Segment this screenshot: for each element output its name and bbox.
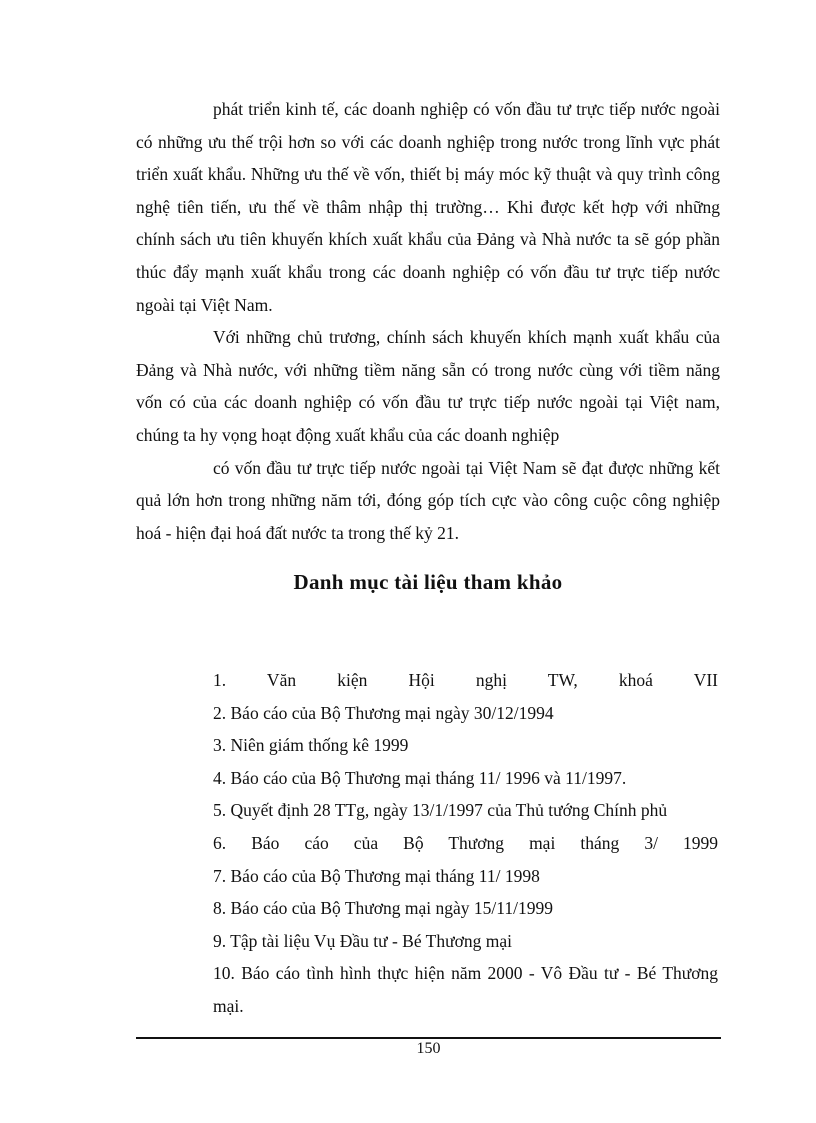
references-title: Danh mục tài liệu tham khảo [293, 570, 563, 594]
reference-item: 1. Văn kiện Hội nghị TW, khoá VII [213, 670, 718, 690]
reference-item: 5. Quyết định 28 TTg, ngày 13/1/1997 của Thủ tướng Chính phủ [213, 800, 668, 821]
paragraph-2: Với những chủ trương, chính sách khuyến khích mạnh xuất khẩu của Đảng và Nhà nước, với những tiềm năng sẵn có trong nước cùng với tiềm năng vốn có của các doanh nghiệp có vốn đầu tư trực tiếp nước ngoài tại Việt nam, chúng ta hy vọng hoạt động xuất khẩu của các doanh nghiệp [136, 327, 720, 445]
reference-item: 8. Báo cáo của Bộ Thương mại ngày 15/11/1999 [213, 898, 554, 919]
footer-rule [136, 1037, 721, 1039]
body-text [136, 93, 720, 549]
reference-item: 10. Báo cáo tình hình thực hiện năm 2000 - Vô Đầu tư - Bé Thương mại. [213, 963, 718, 1016]
reference-item: 3. Niên giám thống kê 1999 [213, 735, 409, 756]
reference-item: 9. Tập tài liệu Vụ Đầu tư - Bé Thương mại [213, 930, 512, 951]
page-number: 150 [416, 1040, 441, 1057]
reference-item: 6. Báo cáo của Bộ Thương mại tháng 3/ 1999 [213, 832, 718, 853]
references-list [213, 664, 718, 1023]
paragraph-1: phát triển kinh tế, các doanh nghiệp có vốn đầu tư trực tiếp nước ngoài có những ưu thế trội hơn so với các doanh nghiệp trong nước trong lĩnh vực phát triển xuất khẩu. Những ưu thế về vốn, thiết bị máy móc kỹ thuật và quy trình công nghệ tiên tiến, ưu thế về thâm nhập thị trường… Khi được kết hợp với những chính sách ưu tiên khuyến khích xuất khẩu của Đảng và Nhà nước ta sẽ góp phần thúc đẩy mạnh xuất khẩu trong các doanh nghiệp có vốn đầu tư trực tiếp nước ngoài tại Việt Nam. [136, 99, 720, 315]
paragraph-3: có vốn đầu tư trực tiếp nước ngoài tại Việt Nam sẽ đạt được những kết quả lớn hơn trong những năm tới, đóng góp tích cực vào công cuộc công nghiệp hoá - hiện đại hoá đất nước ta trong thế kỷ 21. [136, 457, 720, 543]
reference-item: 7. Báo cáo của Bộ Thương mại tháng 11/ 1998 [213, 865, 540, 886]
reference-item: 2. Báo cáo của Bộ Thương mại ngày 30/12/1994 [213, 702, 554, 723]
reference-item: 4. Báo cáo của Bộ Thương mại tháng 11/ 1996 và 11/1997. [213, 767, 627, 788]
